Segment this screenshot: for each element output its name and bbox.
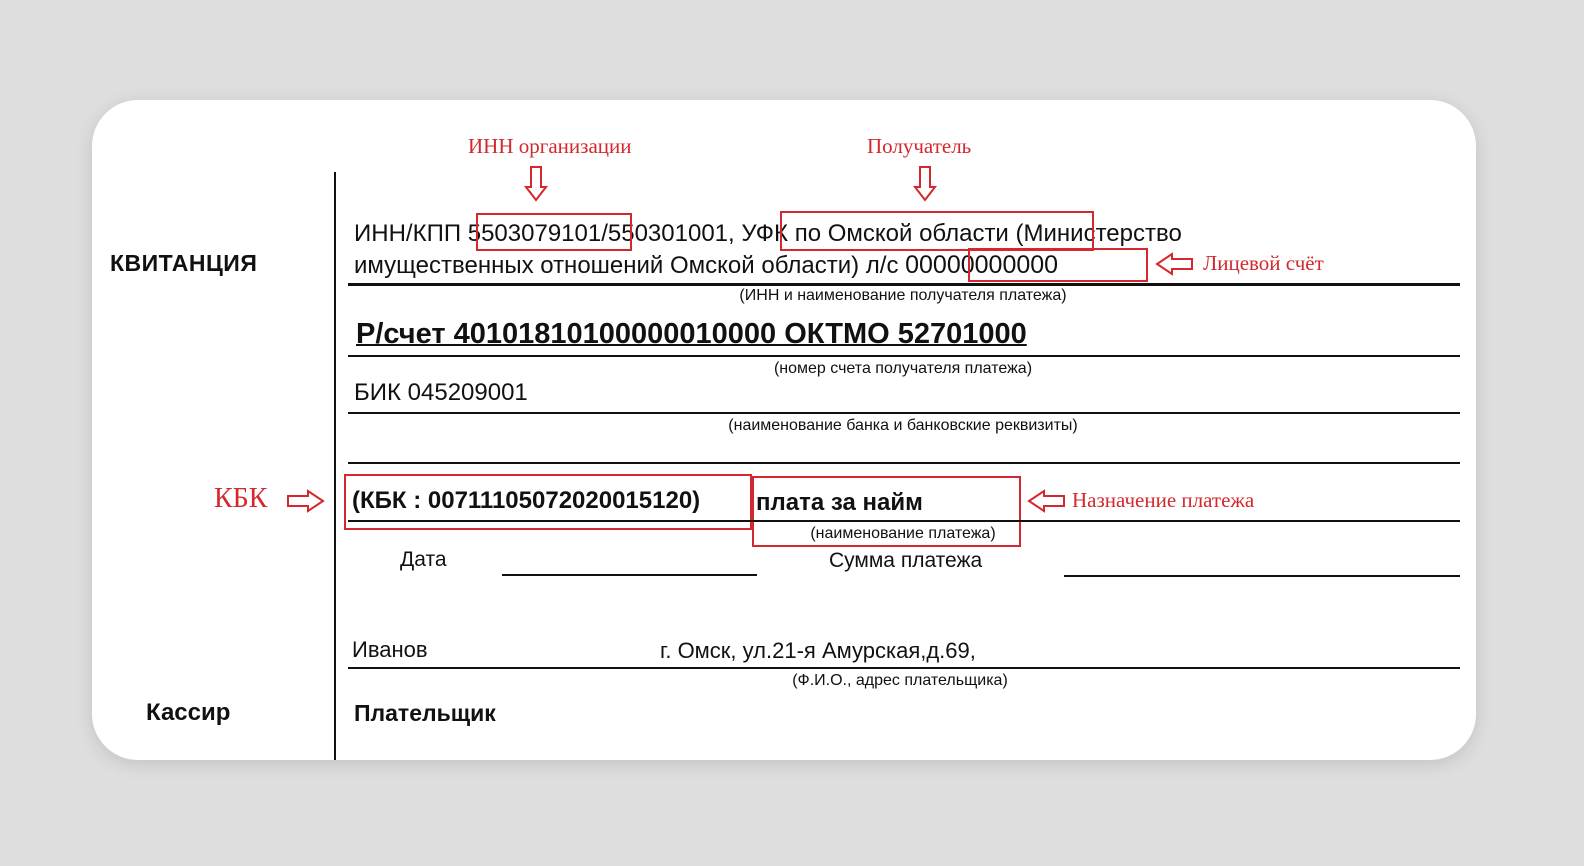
- inn-kpp-label: ИНН/КПП: [354, 220, 468, 247]
- payer-address: г. Омск, ул.21-я Амурская,д.69,: [660, 638, 976, 663]
- arrow-left-icon: [1027, 490, 1065, 512]
- inn-value: 5503079101: [467, 220, 602, 247]
- divider: [348, 520, 1460, 522]
- date-label: Дата: [400, 548, 447, 571]
- payer-name: Иванов: [352, 637, 428, 662]
- vertical-divider: [334, 172, 336, 760]
- arrow-down-icon: [525, 166, 547, 202]
- cashier-label: Кассир: [146, 699, 231, 726]
- account-caption: (номер счета получателя платежа): [773, 360, 1033, 377]
- annotation-recipient: Получатель: [867, 134, 972, 158]
- sum-field-line: [1064, 575, 1460, 577]
- settlement-account: Р/счет 40101810100000010000 ОКТМО 52701000: [356, 318, 1027, 350]
- annotation-kbk: КБК: [214, 483, 268, 514]
- arrow-down-icon: [914, 166, 936, 202]
- bank-caption: (наименование банка и банковские реквизиты): [728, 417, 1078, 434]
- annotation-purpose: Назначение платежа: [1072, 488, 1255, 512]
- divider: [348, 462, 1460, 464]
- payment-purpose: плата за найм: [756, 489, 923, 516]
- kpp-value: /550301001,: [601, 220, 742, 247]
- divider: [348, 355, 1460, 357]
- arrow-left-icon: [1155, 253, 1193, 275]
- personal-account: 00000000000: [905, 251, 1059, 279]
- highlight-recipient: [780, 211, 1094, 251]
- recipient-line-2: [354, 253, 1058, 278]
- annotation-inn-org: ИНН организации: [468, 134, 632, 158]
- purpose-caption: (наименование платежа): [810, 525, 996, 542]
- divider: [348, 283, 1460, 286]
- highlight-inn: [476, 213, 632, 251]
- arrow-right-icon: [287, 490, 325, 512]
- highlight-account: [968, 248, 1148, 282]
- sum-label: Сумма платежа: [829, 549, 983, 572]
- kbk-code: (КБК : 00711105072020015120): [352, 487, 701, 514]
- recipient-name-rest: (Министерство: [1008, 220, 1182, 247]
- payer-label: Плательщик: [354, 700, 496, 726]
- payer-caption: (Ф.И.О., адрес плательщика): [792, 672, 1008, 689]
- date-field-line: [502, 574, 757, 576]
- divider: [348, 412, 1460, 414]
- recipient-line-2-text: имущественных отношений Омской области) л/с: [354, 252, 906, 279]
- bank-bik: БИК 045209001: [354, 379, 528, 406]
- divider: [348, 667, 1460, 669]
- annotation-account: Лицевой счёт: [1203, 251, 1324, 275]
- recipient-name: УФК по Омской области: [741, 220, 1009, 247]
- receipt-title: КВИТАНЦИЯ: [110, 250, 258, 276]
- recipient-caption: (ИНН и наименование получателя платежа): [739, 287, 1067, 304]
